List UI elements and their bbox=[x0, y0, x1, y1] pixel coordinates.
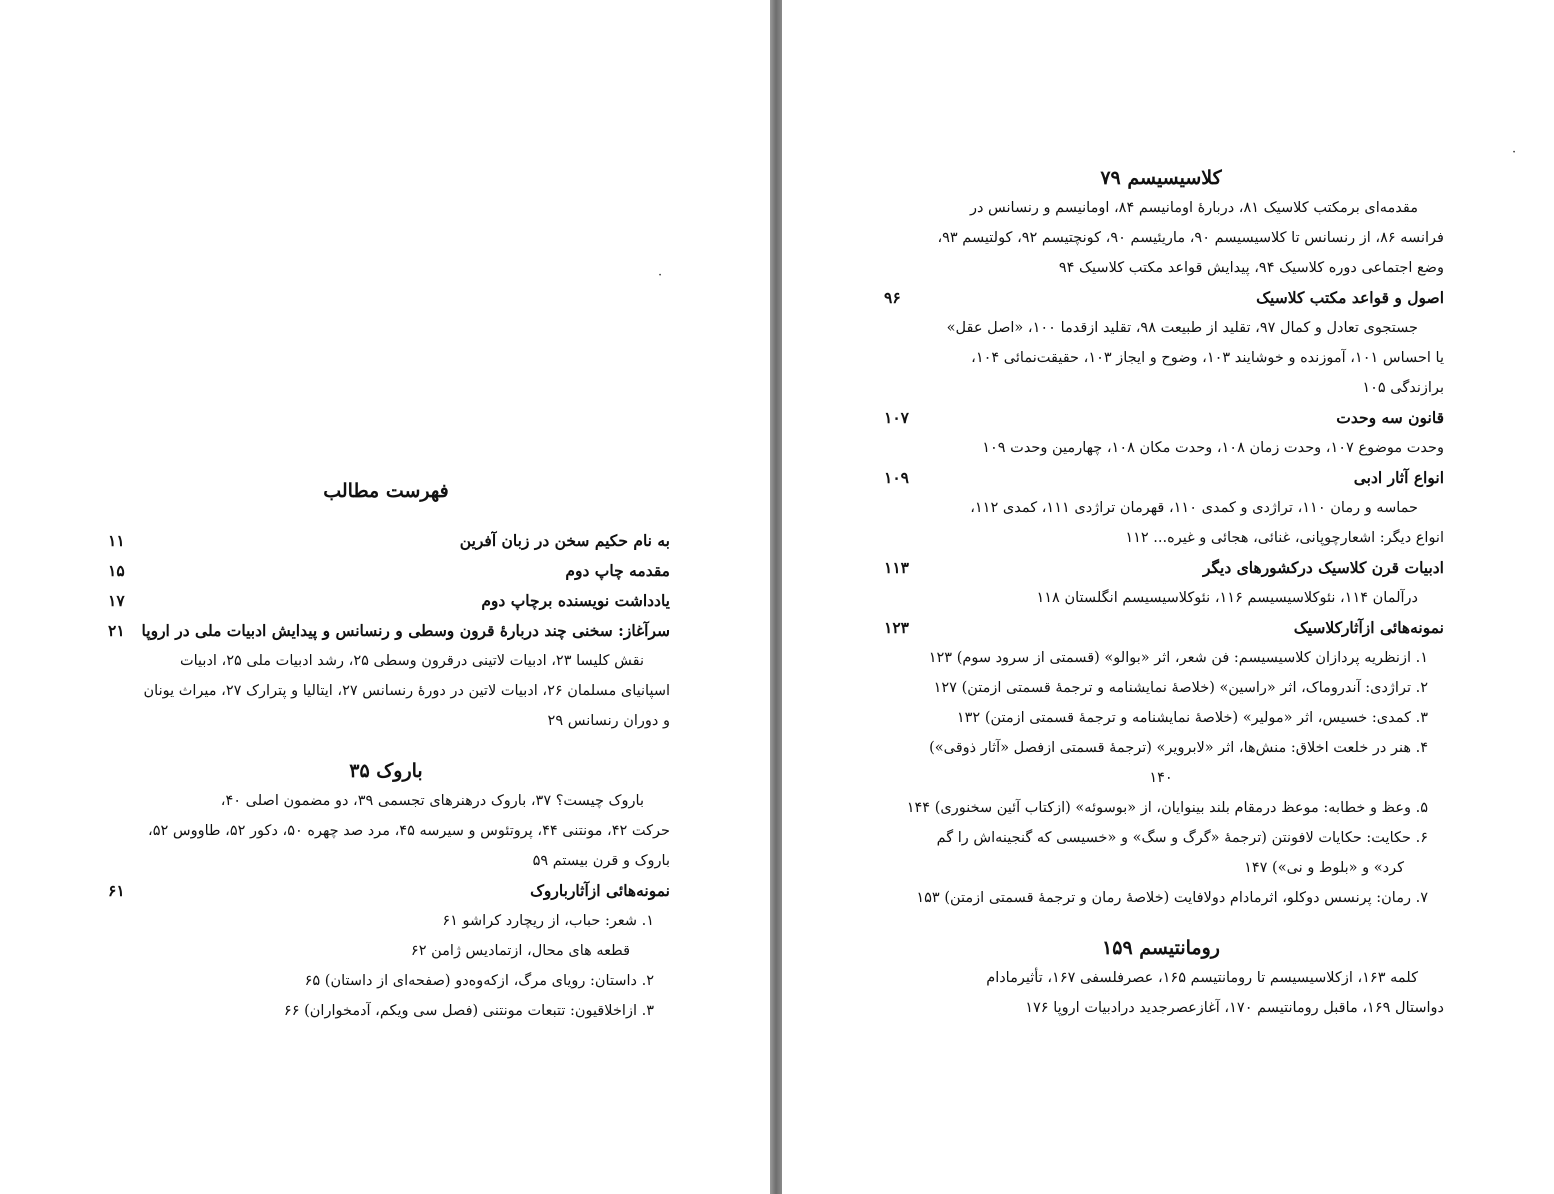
section-title-baroque: باروک ۳۵ bbox=[349, 760, 423, 782]
book-spine bbox=[770, 0, 782, 1194]
toc-list-item: ۴. هنر در خلعت اخلاق: منش‌ها، اثر «لابرویر» (ترجمهٔ قسمتی ازفصل «آثار ذوقی») bbox=[929, 740, 1428, 756]
toc-entry: به نام حکیم سخن در زبان آفرین ۱۱ bbox=[108, 531, 670, 550]
toc-title: فهرست مطالب bbox=[323, 480, 449, 502]
toc-list-item: کرد» و «بلوط و نی») ۱۴۷ bbox=[1244, 860, 1404, 876]
toc-subline: و دوران رنسانس ۲۹ bbox=[547, 713, 670, 729]
toc-list-item: ۷. رمان: پرنسس دوکلو، اثرمادام دولافایت (خلاصهٔ رمان و ترجمهٔ قسمتی ازمتن) ۱۵۳ bbox=[916, 890, 1428, 906]
toc-entry: انواع آثار ادبی ۱۰۹ bbox=[884, 468, 1444, 487]
toc-entry: نمونه‌هائی ازآثارکلاسیک ۱۲۳ bbox=[884, 618, 1444, 637]
section-title-romanticism: رومانتیسم ۱۵۹ bbox=[1102, 937, 1220, 959]
toc-subline: فرانسه ۸۶، از رنسانس تا کلاسیسیسم ۹۰، ماریئیسم ۹۰، کونچتیسم ۹۲، کولتیسم ۹۳، bbox=[937, 230, 1444, 246]
toc-list-item: ۱. شعر: حباب، از ریچارد کراشو ۶۱ bbox=[442, 913, 654, 929]
toc-subline: نقش کلیسا ۲۳، ادبیات لاتینی درقرون وسطی ۲۵، رشد ادبیات ملی ۲۵، ادبیات bbox=[179, 653, 644, 669]
toc-subline: وضع اجتماعی دوره کلاسیک ۹۴، پیدایش قواعد مکتب کلاسیک ۹۴ bbox=[1058, 260, 1444, 276]
toc-subline: جستجوی تعادل و کمال ۹۷، تقلید از طبیعت ۹۸، تقلید ازقدما ۱۰۰، «اصل عقل» bbox=[946, 320, 1418, 336]
toc-subline: حماسه و رمان ۱۱۰، تراژدی و کمدی ۱۱۰، قهرمان تراژدی ۱۱۱، کمدی ۱۱۲، bbox=[970, 500, 1418, 516]
toc-subline: انواع دیگر: اشعارچوپانی، غنائی، هجائی و غیره... ۱۱۲ bbox=[1125, 530, 1444, 546]
toc-subline: اسپانیای مسلمان ۲۶، ادبیات لاتین در دورهٔ رنسانس ۲۷، ایتالیا و پترارک ۲۷، میراث یونان bbox=[143, 683, 670, 699]
toc-subline: باروک و قرن بیستم ۵۹ bbox=[532, 853, 670, 869]
scan-dot: · bbox=[1512, 145, 1517, 160]
toc-list-item: ۵. وعظ و خطابه: موعظ درمقام بلند بینوایان، از «بوسوئه» (ازکتاب آئین سخنوری) ۱۴۴ bbox=[906, 800, 1428, 816]
toc-list-item: ۱. ازنظریه پردازان کلاسیسیسم: فن شعر، اثر «بوالو» (قسمتی از سرود سوم) ۱۲۳ bbox=[928, 650, 1428, 666]
toc-subline: وحدت موضوع ۱۰۷، وحدت زمان ۱۰۸، وحدت مکان ۱۰۸، چهارمین وحدت ۱۰۹ bbox=[982, 440, 1444, 456]
toc-list-item: ۳. ازاخلاقیون: تتبعات مونتنی (فصل سی ویکم، آدمخواران) ۶۶ bbox=[283, 1003, 654, 1019]
toc-subline: حرکت ۴۲، مونتنی ۴۴، پروتئوس و سیرسه ۴۵، مرد صد چهره ۵۰، دکور ۵۲، طاووس ۵۲، bbox=[148, 823, 670, 839]
toc-subline: دواستال ۱۶۹، ماقبل رومانتیسم ۱۷۰، آغازعصرجدید درادبیات اروپا ۱۷۶ bbox=[1025, 1000, 1444, 1016]
left-toc-column bbox=[102, 476, 670, 1026]
toc-entry: نمونه‌هائی ازآثارباروک ۶۱ bbox=[108, 881, 670, 900]
toc-subline: درآلمان ۱۱۴، نئوکلاسیسیسم ۱۱۶، نئوکلاسیسیسم انگلستان ۱۱۸ bbox=[1036, 590, 1418, 606]
toc-entry: سرآغاز: سخنی چند دربارهٔ قرون وسطی و رنسانس و پیدایش ادبیات ملی در اروپا ۲۱ bbox=[108, 621, 670, 640]
scan-dot: · bbox=[658, 268, 663, 283]
toc-subline: باروک چیست؟ ۳۷، باروک درهنرهای تجسمی ۳۹، دو مضمون اصلی ۴۰، bbox=[220, 793, 644, 809]
toc-list-item: ۲. تراژدی: آندروماک، اثر «راسین» (خلاصهٔ نمایشنامه و ترجمهٔ قسمتی ازمتن) ۱۲۷ bbox=[933, 680, 1428, 696]
right-toc-column bbox=[878, 163, 1444, 1023]
toc-page-number: ۱۴۰ bbox=[1149, 770, 1173, 786]
toc-entry: ادبیات قرن کلاسیک درکشورهای دیگر ۱۱۳ bbox=[884, 558, 1444, 577]
toc-entry: قانون سه وحدت ۱۰۷ bbox=[884, 408, 1444, 427]
toc-subline: برازندگی ۱۰۵ bbox=[1362, 380, 1444, 396]
toc-entry: مقدمه چاپ دوم ۱۵ bbox=[108, 561, 670, 580]
toc-entry: یادداشت نویسنده برچاپ دوم ۱۷ bbox=[108, 591, 670, 610]
toc-subline: یا احساس ۱۰۱، آموزنده و خوشایند ۱۰۳، وضوح و ایجاز ۱۰۳، حقیقت‌نمائی ۱۰۴، bbox=[971, 350, 1444, 366]
toc-list-item: ۲. داستان: رویای مرگ، ازکه‌وه‌دو (صفحه‌ای از داستان) ۶۵ bbox=[304, 973, 654, 989]
toc-list-item: ۶. حکایت: حکایات لافونتن (ترجمهٔ «گرگ و سگ» و «خسیسی که گنجینه‌اش را گم bbox=[936, 830, 1428, 846]
toc-subline: مقدمه‌ای برمکتب کلاسیک ۸۱، دربارهٔ اومانیسم ۸۴، اومانیسم و رنسانس در bbox=[969, 200, 1418, 216]
toc-list-item: قطعه های محال، ازتمادیس ژامن ۶۲ bbox=[410, 943, 630, 959]
toc-entry: اصول و قواعد مکتب کلاسیک ۹۶ bbox=[884, 288, 1444, 307]
section-title-classicism: کلاسیسیسم ۷۹ bbox=[1100, 167, 1222, 189]
toc-list-item: ۳. کمدی: خسیس، اثر «مولیر» (خلاصهٔ نمایشنامه و ترجمهٔ قسمتی ازمتن) ۱۳۲ bbox=[956, 710, 1428, 726]
left-page bbox=[0, 0, 770, 1194]
toc-subline: کلمه ۱۶۳، ازکلاسیسیسم تا رومانتیسم ۱۶۵، عصرفلسفی ۱۶۷، تأثیرمادام bbox=[986, 970, 1418, 986]
